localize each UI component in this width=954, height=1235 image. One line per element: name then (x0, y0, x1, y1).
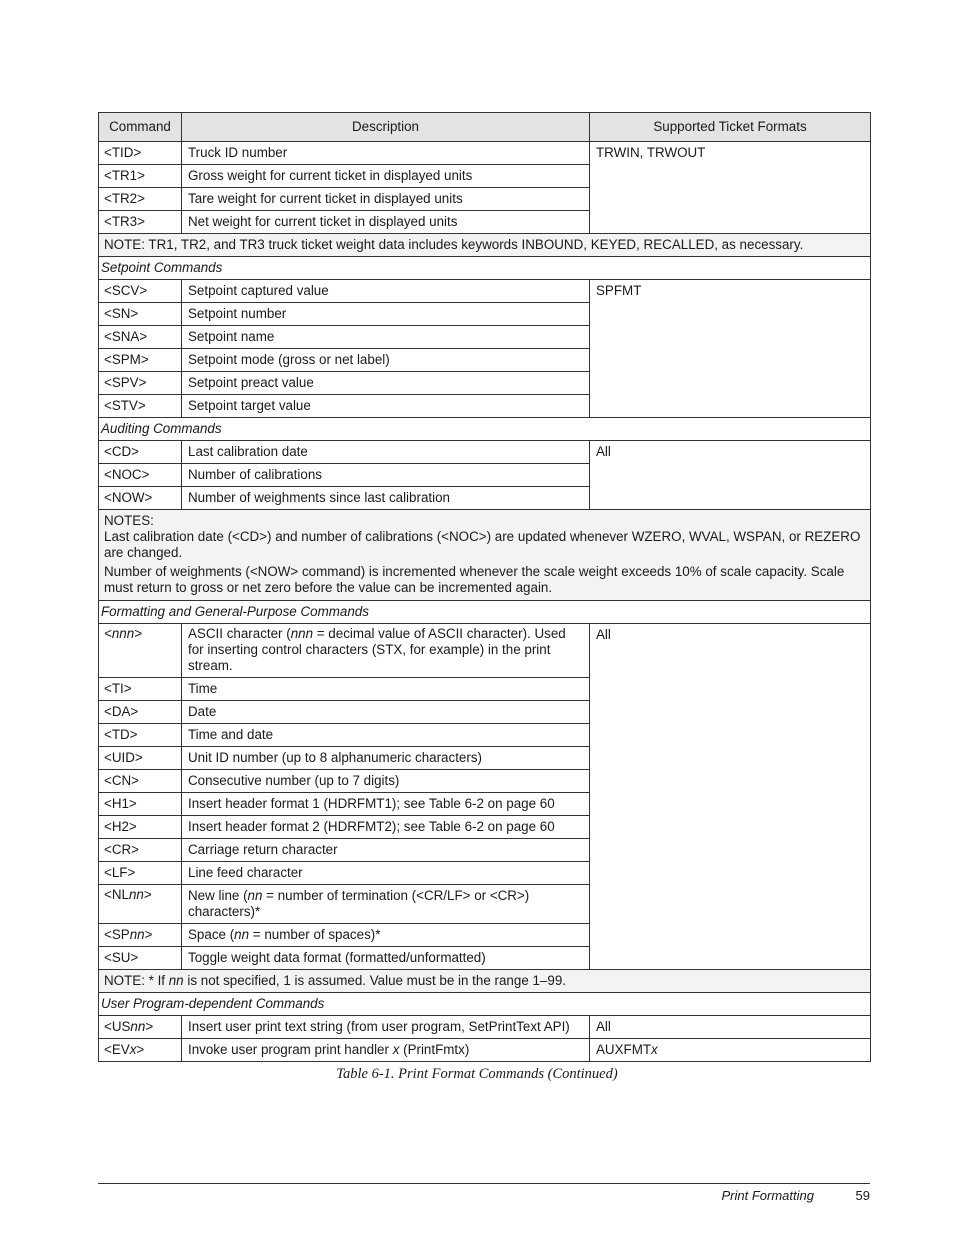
footer-section-title: Print Formatting (721, 1188, 814, 1203)
description-cell: Carriage return character (182, 839, 590, 862)
command-cell: <CN> (99, 770, 182, 793)
command-cell: <NOC> (99, 464, 182, 487)
table-row (99, 1016, 871, 1039)
description-cell: Tare weight for current ticket in displayed units (182, 188, 590, 211)
header-command: Command (99, 113, 182, 142)
description-cell: Truck ID number (182, 142, 590, 165)
command-cell: <TR3> (99, 211, 182, 234)
command-cell: <SCV> (99, 280, 182, 303)
description-cell: New line (nn = number of termination (<CR/LF> or <CR>) characters)* (182, 885, 590, 924)
description-cell: Invoke user program print handler x (PrintFmtx) (182, 1039, 590, 1062)
command-cell: <TD> (99, 724, 182, 747)
command-cell: <TR1> (99, 165, 182, 188)
description-cell: Last calibration date (182, 441, 590, 464)
description-cell: Time (182, 678, 590, 701)
print-format-commands-table (98, 112, 871, 1062)
section-row (99, 418, 871, 441)
note-row (99, 970, 871, 993)
table-row (99, 1039, 871, 1062)
section-title-auditing: Auditing Commands (99, 418, 871, 441)
command-cell: <SPV> (99, 372, 182, 395)
description-cell: Setpoint preact value (182, 372, 590, 395)
description-cell: Setpoint captured value (182, 280, 590, 303)
table-row (99, 624, 871, 678)
table-header-row (99, 113, 871, 142)
command-cell: <TR2> (99, 188, 182, 211)
formats-cell: All (590, 624, 871, 970)
command-cell: <LF> (99, 862, 182, 885)
command-cell: <SNA> (99, 326, 182, 349)
command-cell: <SPnn> (99, 924, 182, 947)
header-description: Description (182, 113, 590, 142)
description-cell: Setpoint name (182, 326, 590, 349)
command-cell: <USnn> (99, 1016, 182, 1039)
table-row (99, 142, 871, 165)
command-cell: <NOW> (99, 487, 182, 510)
command-cell: <H2> (99, 816, 182, 839)
formats-cell: All (590, 1016, 871, 1039)
section-title-formatting: Formatting and General-Purpose Commands (99, 601, 871, 624)
description-cell: Setpoint mode (gross or net label) (182, 349, 590, 372)
command-cell: <SPM> (99, 349, 182, 372)
command-cell: <CD> (99, 441, 182, 464)
command-cell: <SN> (99, 303, 182, 326)
page-number: 59 (855, 1188, 870, 1203)
command-cell: <TID> (99, 142, 182, 165)
header-formats: Supported Ticket Formats (590, 113, 871, 142)
description-cell: Number of weighments since last calibration (182, 487, 590, 510)
formatting-note: NOTE: * If nn is not specified, 1 is assumed. Value must be in the range 1–99. (99, 970, 871, 993)
command-cell: <CR> (99, 839, 182, 862)
description-cell: Date (182, 701, 590, 724)
auditing-notes (99, 510, 871, 601)
section-row (99, 257, 871, 280)
notes-heading: NOTES: (104, 513, 154, 528)
command-cell: <DA> (99, 701, 182, 724)
note-paragraph: Number of weighments (<NOW> command) is incremented whenever the scale weight exceeds 10% of scale capacity. Scale must return to gross or net zero before the value can be incremented again. (104, 564, 845, 595)
description-cell: Setpoint number (182, 303, 590, 326)
command-cell: <H1> (99, 793, 182, 816)
command-cell: <EVx> (99, 1039, 182, 1062)
formats-cell: TRWIN, TRWOUT (590, 142, 871, 234)
description-cell: ASCII character (nnn = decimal value of ASCII character). Used for inserting control characters (STX, for example) in the print stream. (182, 624, 590, 678)
description-cell: Unit ID number (up to 8 alphanumeric characters) (182, 747, 590, 770)
formats-cell: AUXFMTx (590, 1039, 871, 1062)
table-caption: Table 6-1. Print Format Commands (Continued) (336, 1066, 618, 1082)
description-cell: Net weight for current ticket in displayed units (182, 211, 590, 234)
description-cell: Insert header format 2 (HDRFMT2); see Table 6-2 on page 60 (182, 816, 590, 839)
description-cell: Toggle weight data format (formatted/unformatted) (182, 947, 590, 970)
footer-divider (98, 1183, 870, 1184)
description-cell: Consecutive number (up to 7 digits) (182, 770, 590, 793)
description-cell: Number of calibrations (182, 464, 590, 487)
description-cell: Space (nn = number of spaces)* (182, 924, 590, 947)
note-paragraph: Last calibration date (<CD>) and number of calibrations (<NOC>) are updated whenever WZERO, WVAL, WSPAN, or REZERO are changed. (104, 529, 861, 560)
section-row (99, 601, 871, 624)
section-row (99, 993, 871, 1016)
truck-note: NOTE: TR1, TR2, and TR3 truck ticket weight data includes keywords INBOUND, KEYED, RECALLED, as necessary. (99, 234, 871, 257)
section-title-setpoint: Setpoint Commands (99, 257, 871, 280)
command-cell: <nnn> (99, 624, 182, 678)
command-cell: <STV> (99, 395, 182, 418)
command-cell: <SU> (99, 947, 182, 970)
table-row (99, 441, 871, 464)
command-cell: <NLnn> (99, 885, 182, 924)
command-cell: <TI> (99, 678, 182, 701)
command-cell: <UID> (99, 747, 182, 770)
description-cell: Line feed character (182, 862, 590, 885)
formats-cell: All (590, 441, 871, 510)
table-row (99, 280, 871, 303)
description-cell: Time and date (182, 724, 590, 747)
description-cell: Gross weight for current ticket in displayed units (182, 165, 590, 188)
description-cell: Setpoint target value (182, 395, 590, 418)
formats-cell: SPFMT (590, 280, 871, 418)
description-cell: Insert header format 1 (HDRFMT1); see Table 6-2 on page 60 (182, 793, 590, 816)
notes-row (99, 510, 871, 601)
description-cell: Insert user print text string (from user program, SetPrintText API) (182, 1016, 590, 1039)
note-row (99, 234, 871, 257)
section-title-user-program: User Program-dependent Commands (99, 993, 871, 1016)
